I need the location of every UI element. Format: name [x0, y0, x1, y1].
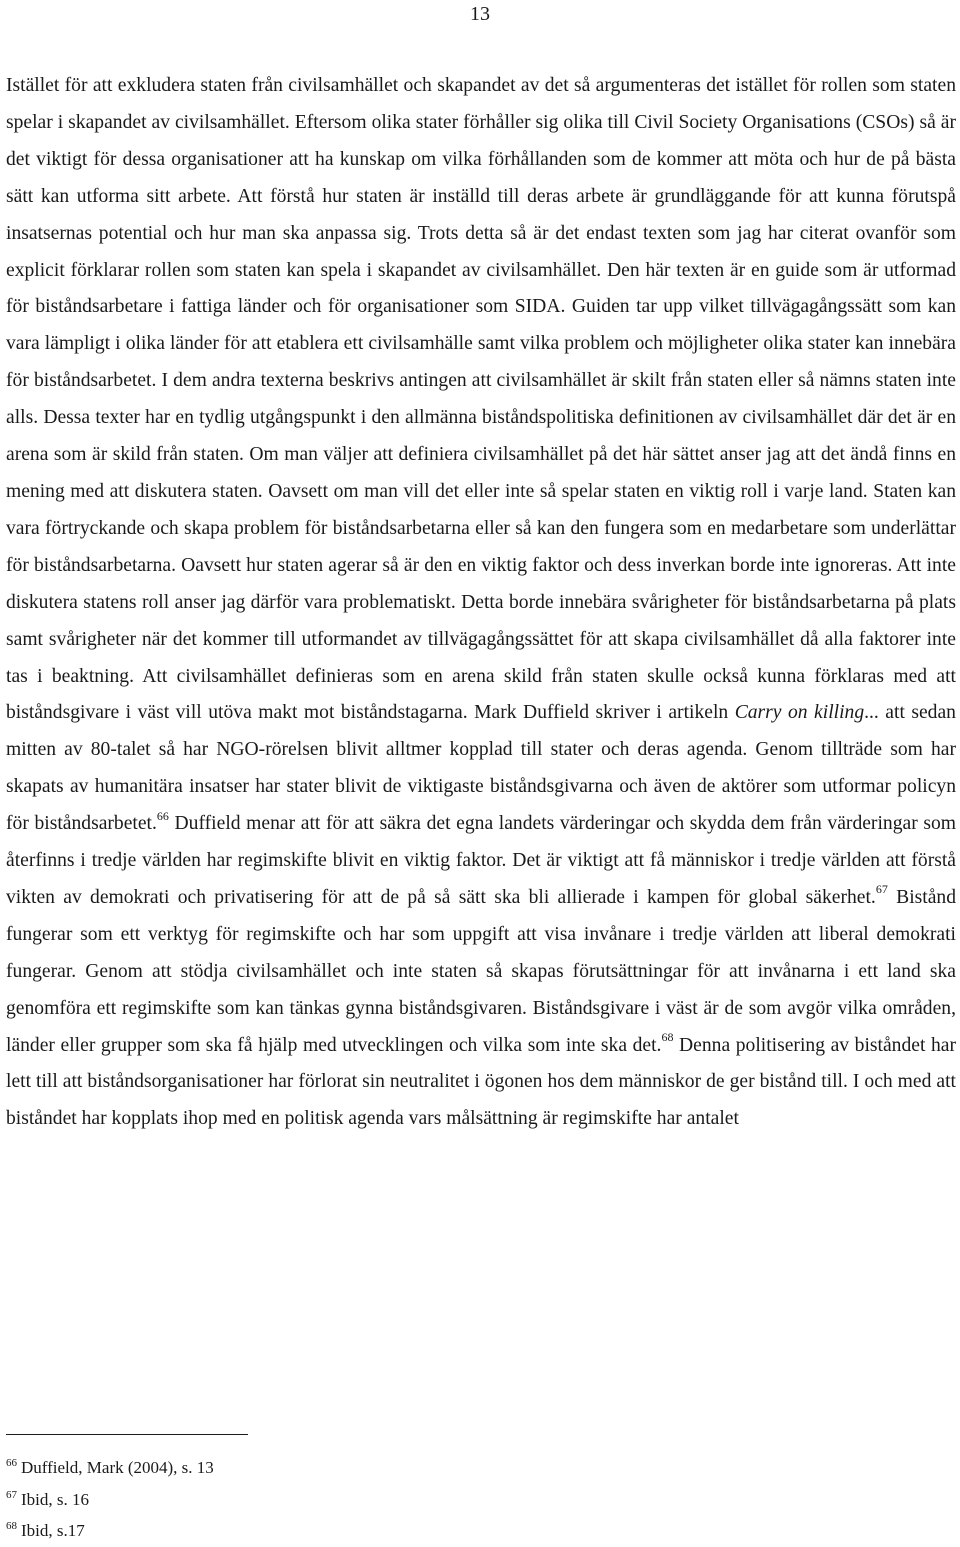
body-text-part-3: Duffield menar att för att säkra det egna landets värderingar och skydda dem från värderingar som återfinns i tredje världen har regimskifte blivit en viktig faktor. Det är viktigt att få människor i tredje världen att förstå vikten av demokrati och privatisering för att de på så sätt ska bli allierade i kampen för global säkerhet.	[6, 813, 957, 908]
footnote-number: 68	[6, 1520, 17, 1533]
body-text-part-4: Bistånd fungerar som ett verktyg för regimskifte och har som uppgift att visa invånare i tredje världen att liberal demokrati fungerar. Genom att stödja civilsamhället och inte staten så skapas förutsättningar för att invånarna i ett land ska genomföra ett regimskifte som kan tänkas gynna biståndsgivaren. Biståndsgivare i väst är de som avgör vilka områden, länder eller grupper som ska få hjälp med utvecklingen och vilka som inte ska det.	[6, 886, 956, 1056]
footnote-divider	[6, 1434, 248, 1435]
footnote-ref-68[interactable]: 68	[661, 1030, 674, 1045]
body-text-part-2: ... att sedan mitten av 80-talet så har NGO-rörelsen blivit alltmer kopplad till stater och deras agenda. Genom tillträde som har skapats av humanitära insatser har stater blivit de viktigaste biståndsgivarna och även de aktörer som utformar policyn för biståndsarbetet.	[6, 702, 956, 835]
body-paragraph	[6, 68, 956, 1138]
footnote-number: 67	[6, 1488, 17, 1501]
article-title: Carry on killing	[734, 702, 865, 724]
footnote-67	[6, 1484, 606, 1516]
footnote-text: Duffield, Mark (2004), s. 13	[21, 1458, 214, 1477]
footnote-text: Ibid, s. 16	[21, 1489, 89, 1509]
body-text-part-5: Denna politisering av biståndet har lett till att biståndsorganisationer har förlorat sin neutralitet i ögonen hos dem människor de ger bistånd till. I och med att biståndet har kopplats ihop med en politisk agenda vars målsättning är regimskifte har antalet	[6, 1034, 956, 1130]
page-number: 13	[470, 3, 490, 25]
footnote-66	[6, 1452, 606, 1484]
footnotes	[6, 1452, 606, 1547]
body-text-part-1: Istället för att exkludera staten från civilsamhället och skapandet av det så argumenteras det istället för rollen som staten spelar i skapandet av civilsamhället. Eftersom olika stater förhåller sig olika till Civil Society Organisations (CSOs) så är det viktigt för dessa organisationer att ha kunskap om vilka förhållanden som de kommer att möta och hur de på bästa sätt kan utforma sitt arbete. Att förstå hur staten är inställd till deras arbete är grundläggande för att kunna förutspå insatsernas potential och hur man ska anpassa sig. Trots detta så är det endast texten som jag har citerat ovanför som explicit förklarar rollen som staten kan spela i skapandet av civilsamhället. Den här texten är en guide som är utformad för biståndsarbetare i fattiga länder och för organisationer som SIDA. Guiden tar upp vilket tillvägagångssätt som kan vara lämpligt i olika länder för att etablera ett civilsamhälle samt vilka problem och möjligheter olika stater kan innebära för biståndsarbetet. I dem andra texterna beskrivs antingen att civilsamhället är skilt från staten eller så nämns staten inte alls. Dessa texter har en tydlig utgångspunkt i den allmänna biståndspolitiska definitionen av civilsamhället där det är en arena som är skild från staten. Om man väljer att definiera civilsamhället på det här sättet anser jag att det ändå finns en mening med att diskutera staten. Oavsett om man vill det eller inte så spelar staten en viktig roll i varje land. Staten kan vara förtryckande och skapa problem för biståndsarbetarna eller så kan den fungera som en medarbetare som underlättar för biståndsarbetarna. Oavsett hur staten agerar så är den en viktig faktor och dess inverkan borde inte ignoreras. Att inte diskutera statens roll anser jag därför vara problematiskt. Detta borde innebära svårigheter för biståndsarbetarna på plats samt svårigheter när det kommer till utformandet av tillvägagångssättet för att skapa civilsamhället då alla faktorer inte tas i beaktning. Att civilsamhället definieras som en arena skild från staten skulle också kunna förklaras med att biståndsgivare i väst vill utöva makt mot biståndstagarna. Mark Duffield skriver i artikeln	[6, 75, 956, 724]
footnote-ref-67[interactable]: 67	[875, 882, 888, 897]
footnote-text: Ibid, s.17	[21, 1521, 85, 1540]
footnote-ref-66[interactable]: 66	[156, 808, 169, 823]
footnote-68	[6, 1515, 606, 1547]
footnote-number: 66	[6, 1457, 17, 1470]
